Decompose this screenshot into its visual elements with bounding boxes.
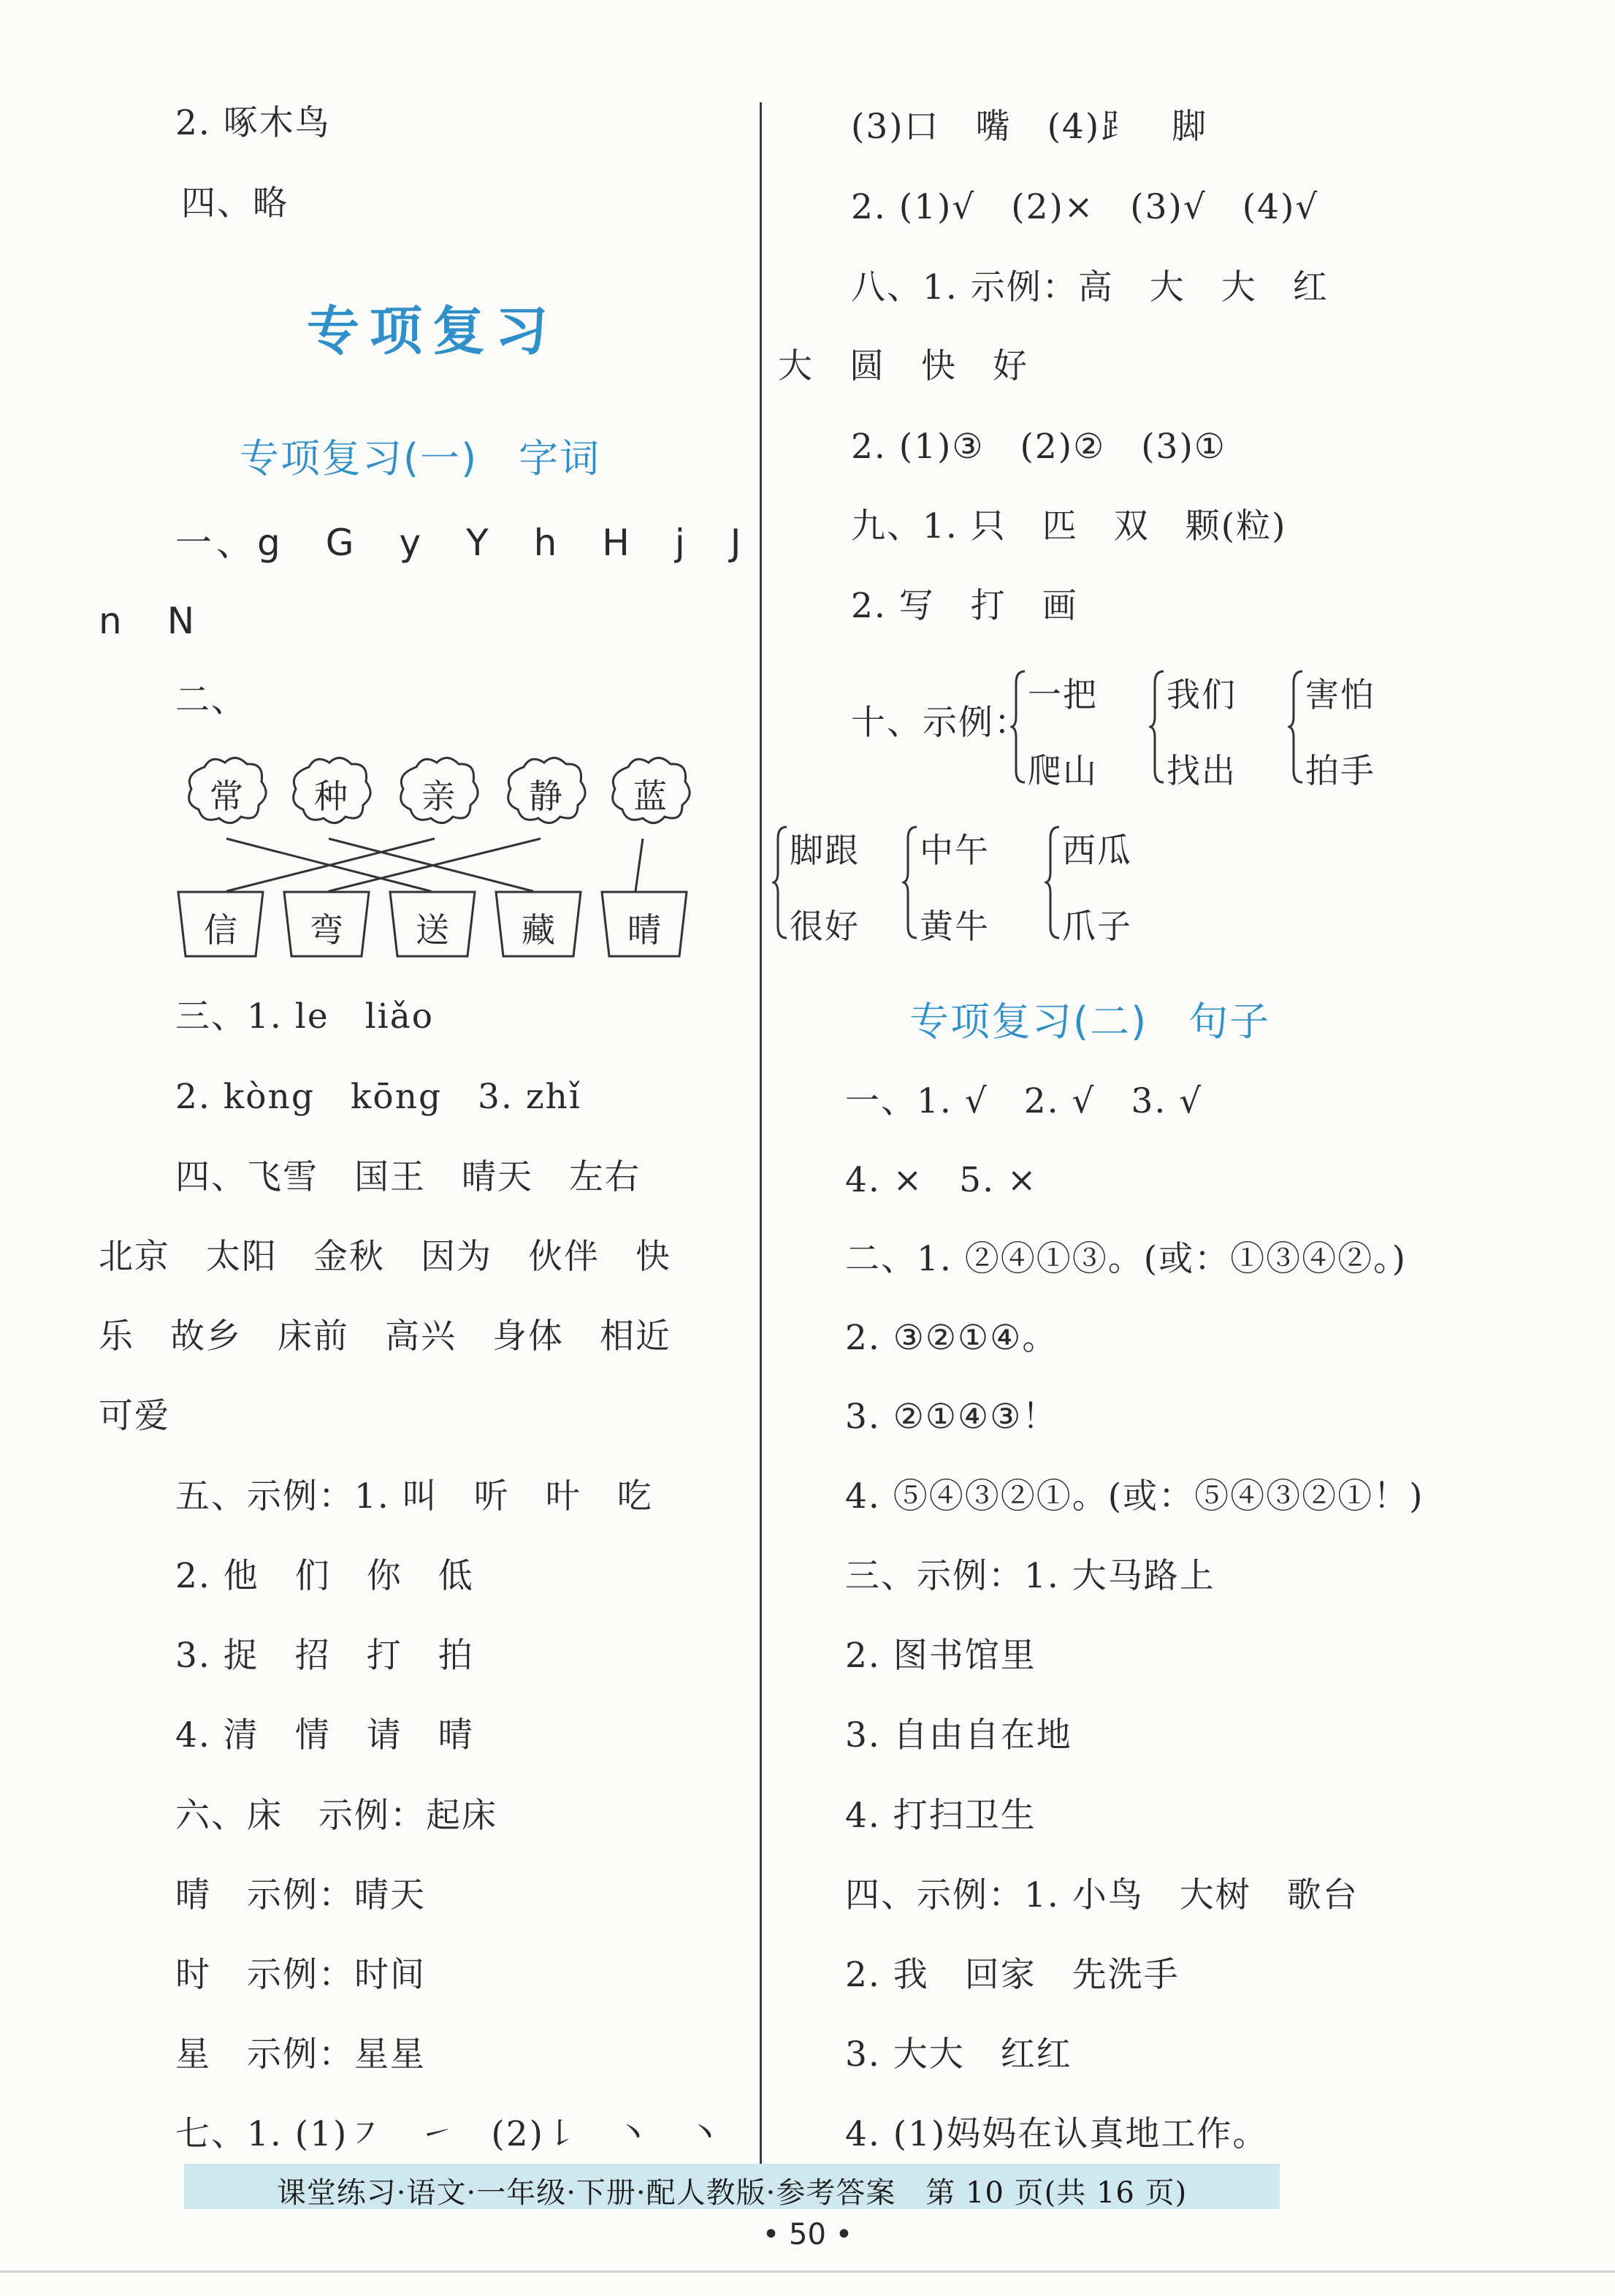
answer-line: 4. × 5. × [845,1160,1038,1200]
brace-word: 西瓜 [1062,831,1132,870]
cup-shape [493,888,584,961]
brace-word: 找出 [1167,751,1237,790]
flower-char: 亲 [421,777,455,816]
cup-char: 弯 [310,910,343,950]
answer-line: 一、1. √ 2. √ 3. √ [845,1081,1203,1121]
main-title: 专项复习 [307,300,559,362]
answer-line: 2. 写 打 画 [851,586,1078,626]
answer-line: 二、1. ②④①③。(或：①③④②。) [845,1239,1407,1279]
brace-word: 一把 [1028,675,1098,714]
answer-line: 2. 图书馆里 [845,1636,1036,1676]
answer-line: 4. ⑤④③②①。(或：⑤④③②①！) [845,1476,1424,1517]
brace-word: 脚跟 [790,831,860,870]
answer-line: 十、示例： [851,703,1030,743]
answer-line: 四、示例：1. 小鸟 大树 歌台 [845,1875,1359,1915]
answer-line: 一、g G y Y h H j J [175,522,746,564]
answer-line: 大 圆 快 好 [778,346,1028,386]
answer-line: 三、1. le liǎo [175,996,435,1037]
brace-word: 很好 [790,907,860,946]
answer-line: 四、飞雪 国王 晴天 左右 [175,1157,641,1197]
brace-word: 中午 [920,831,990,870]
brace-pair [1045,824,1169,946]
answer-line: 北京 太阳 金秋 因为 伙伴 快 [99,1237,671,1277]
answer-line: 3. ②①④③！ [845,1397,1058,1437]
cup-shape [281,888,372,961]
answer-line: (3)口 嘴 (4)⻊ 脚 [851,107,1208,147]
answer-line: 3. 大大 红红 [845,2034,1072,2075]
cup-shape [387,888,478,961]
match-line [635,839,643,891]
answer-line: 2. ③②①④。 [845,1318,1058,1358]
answer-line: 七、1. (1)㇇ ㇀ (2)㇙ 丶 丶 [175,2114,723,2154]
left-column [0,0,760,2296]
brace-word: 爪子 [1062,907,1132,946]
answer-line: 4. 清 情 请 晴 [175,1715,474,1755]
brace-word: 我们 [1167,675,1237,714]
footer-bar [184,2164,1280,2209]
bottom-rule [0,2270,1615,2273]
answer-line: 2. (1)√ (2)× (3)√ (4)√ [851,187,1319,227]
flower-char: 静 [529,777,562,816]
brace-word: 黄牛 [920,907,990,946]
cup-char: 藏 [522,910,555,950]
answer-line: 九、1. 只 匹 双 颗(粒) [851,506,1287,546]
page-number: • 50 • [762,2218,853,2251]
cup-char: 晴 [627,910,661,950]
answer-line: 五、示例：1. 叫 听 叶 吃 [175,1476,653,1517]
brace-word: 害怕 [1305,675,1375,714]
answer-line: n N [99,600,199,642]
cup-shape [175,888,266,961]
cup-char: 信 [204,910,237,950]
footer-text: 课堂练习·语文·一年级·下册·配人教版·参考答案 第 10 页(共 16 页) [276,2176,1188,2210]
brace-word: 拍手 [1305,751,1375,790]
answer-line: 四、略 [181,183,289,224]
column-divider [760,102,762,2170]
answer-line: 可爱 [99,1396,170,1436]
brace-pair [1288,668,1412,790]
answer-line: 2. (1)③ (2)② (3)① [851,427,1226,467]
answer-line: 时 示例：时间 [175,1955,426,1995]
right-column [763,0,1615,2296]
answer-line: 2. 他 们 你 低 [175,1556,474,1596]
brace-pair [1149,668,1273,790]
flower-char: 常 [210,777,243,816]
answer-line: 星 示例：星星 [175,2034,426,2075]
answer-line: 3. 自由自在地 [845,1715,1072,1755]
brace-pair [902,824,1026,946]
answer-line: 2. kòng kōng 3. zhǐ [175,1077,581,1117]
answer-line: 4. (1)妈妈在认真地工作。 [845,2114,1269,2154]
brace-word: 爬山 [1028,751,1098,790]
flower-char: 蓝 [633,777,667,816]
matching-lines [175,811,716,899]
section-title-1: 专项复习(一) 字词 [240,435,601,481]
answer-line: 2. 啄木鸟 [175,103,331,143]
cup-row [175,888,716,968]
brace-pair [772,824,896,946]
answer-line: 三、示例：1. 大马路上 [845,1556,1215,1596]
flower-char: 种 [314,777,348,816]
answer-line: 2. 我 回家 先洗手 [845,1955,1180,1995]
answer-line: 八、1. 示例：高 大 大 红 [851,267,1329,308]
cup-shape [599,888,690,961]
answer-line: 晴 示例：晴天 [175,1875,426,1915]
answer-line: 乐 故乡 床前 高兴 身体 相近 [99,1316,671,1357]
answer-line: 六、床 示例：起床 [175,1796,497,1836]
cup-char: 送 [416,910,449,950]
answer-line: 二、 [175,680,247,720]
answer-line: 3. 捉 招 打 拍 [175,1636,474,1676]
section-title-2: 专项复习(二) 句子 [909,999,1271,1045]
brace-pair [1010,668,1134,790]
answer-line: 4. 打扫卫生 [845,1796,1036,1836]
